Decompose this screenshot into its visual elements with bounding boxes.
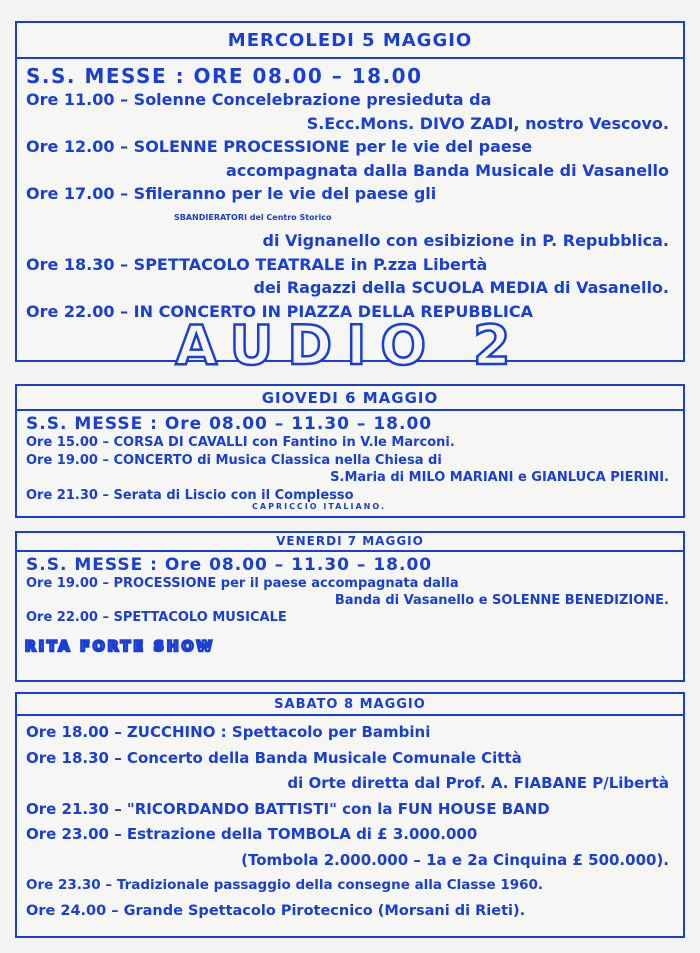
event-line: Ore 18.30 – SPETTACOLO TEATRALE in P.zza Libertà [26, 254, 488, 274]
day-title-sabato: SABATO 8 MAGGIO [274, 697, 426, 712]
event-line: Ore 23.00 – Estrazione della TOMBOLA di £ 3.000.000 [26, 825, 478, 843]
event-line: S.Maria di MILO MARIANI e GIANLUCA PIERINI. [330, 470, 669, 485]
event-line: Banda di Vasanello e SOLENNE BENEDIZIONE. [334, 593, 669, 608]
event-line: dei Ragazzi della SCUOLA MEDIA di Vasanello. [253, 278, 669, 297]
event-line: Ore 21.30 – "RICORDANDO BATTISTI" con la FUN HOUSE BAND [26, 799, 550, 818]
event-line: SBANDIERATORI del Centro Storico [174, 212, 332, 222]
program-venerdi [15, 531, 685, 682]
event-line: accompagnata dalla Banda Musicale di Vasanello [226, 160, 669, 180]
event-line: Ore 15.00 – CORSA DI CAVALLI con Fantino in V.le Marconi. [26, 435, 455, 450]
event-line: Ore 17.00 – Sfileranno per le vie del paese gli [26, 184, 437, 203]
masses-giovedi: S.S. MESSE : Ore 08.00 – 11.30 – 18.00 [26, 414, 433, 434]
event-line: Ore 12.00 – SOLENNE PROCESSIONE per le vie del paese [26, 137, 533, 156]
event-line: Ore 22.00 – SPETTACOLO MUSICALE [26, 610, 287, 625]
event-line: Ore 22.00 – IN CONCERTO IN PIAZZA DELLA REPUBBLICA [26, 301, 533, 321]
band-name: CAPRICCIO ITALIANO. [252, 502, 386, 511]
masses-mercoledi: S.S. MESSE : ORE 08.00 – 18.00 [26, 64, 423, 88]
day-title-mercoledi: MERCOLEDI 5 MAGGIO [227, 30, 473, 51]
program-giovedi [15, 384, 685, 518]
event-line: (Tombola 2.000.000 – 1a e 2a Cinquina £ 500.000). [241, 850, 669, 869]
day-title-venerdi: VENERDI 7 MAGGIO [276, 534, 424, 548]
divider [17, 57, 683, 59]
event-line: S.Ecc.Mons. DIVO ZADI, nostro Vescovo. [306, 113, 669, 133]
day-title-giovedi: GIOVEDI 6 MAGGIO [261, 389, 439, 407]
event-line: di Vignanello con esibizione in P. Repubblica. [262, 231, 669, 250]
program-sabato [15, 692, 685, 938]
event-line: Ore 18.30 – Concerto della Banda Musicale Comunale Città [26, 748, 522, 767]
divider [17, 550, 683, 552]
divider [17, 409, 683, 411]
event-line: Ore 24.00 – Grande Spettacolo Pirotecnico (Morsani di Rieti). [26, 902, 526, 919]
event-line: Ore 18.00 – ZUCCHINO : Spettacolo per Bambini [26, 723, 431, 741]
event-line: Ore 23.30 – Tradizionale passaggio della consegne alla Classe 1960. [26, 877, 544, 893]
event-line: Ore 21.30 – Serata di Liscio con il Complesso [26, 487, 354, 503]
program-mercoledi [15, 21, 685, 377]
event-line: Ore 19.00 – PROCESSIONE per il paese accompagnata dalla [26, 576, 459, 591]
masses-venerdi: S.S. MESSE : Ore 08.00 – 11.30 – 18.00 [26, 555, 433, 575]
headline-rita-forte-show: RITA FORTE SHOW [25, 639, 215, 655]
headline-audio-2: AUDIO 2 [175, 314, 525, 377]
event-line: Ore 11.00 – Solenne Concelebrazione presieduta da [26, 90, 492, 109]
event-line: Ore 19.00 – CONCERTO di Musica Classica nella Chiesa di [26, 452, 442, 468]
event-line: di Orte diretta dal Prof. A. FIABANE P/Libertà [287, 774, 669, 792]
